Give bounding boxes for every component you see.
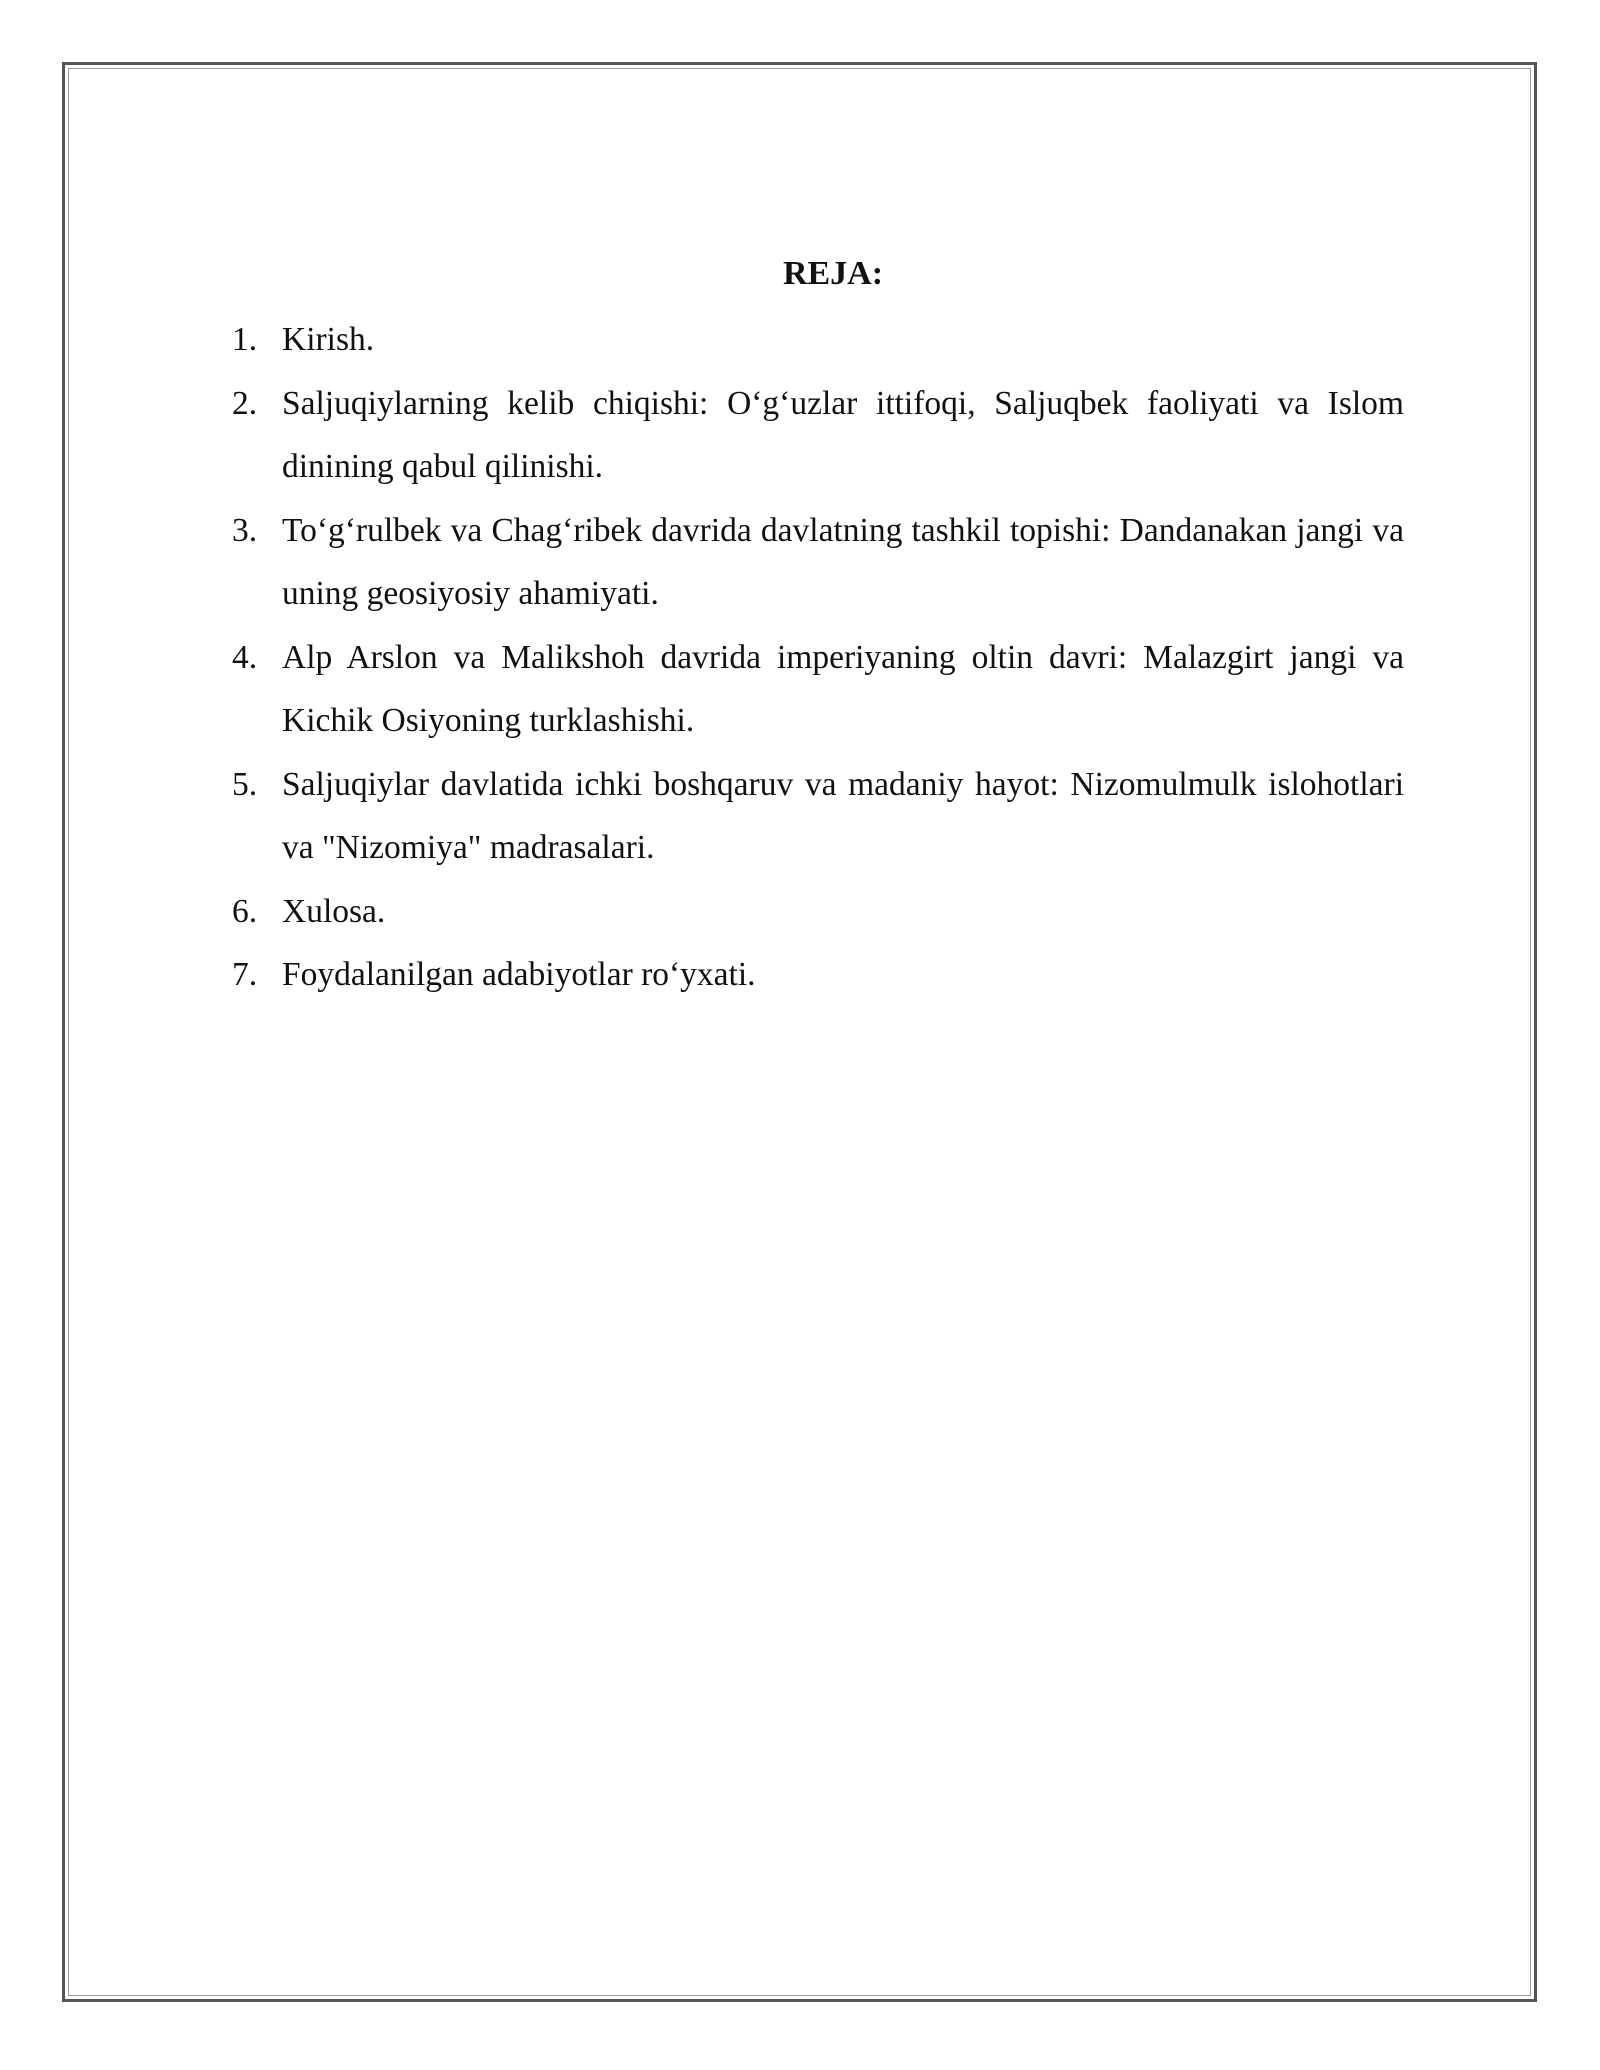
item-number: 4. [232, 638, 258, 676]
item-text: Saljuqiylar davlatida ichki boshqaruv va madaniy hayot: Nizomulmulk islohotlari va "Nizomiya" madrasalari. [282, 765, 1404, 866]
item-number: 5. [232, 765, 258, 803]
page-title: REJA: [782, 255, 884, 292]
item-text: Alp Arslon va Malikshoh davrida imperiyaning oltin davri: Malazgirt jangi va Kichik Osiyoning turklashishi. [282, 638, 1404, 739]
list-item [232, 499, 1404, 626]
list-item [232, 308, 1404, 372]
item-number: 3. [232, 511, 258, 549]
list-item [232, 372, 1404, 499]
list-item [232, 753, 1404, 880]
plan-list [232, 308, 1404, 1007]
item-text: Kirish. [282, 321, 375, 358]
list-item [232, 626, 1404, 753]
item-text: Xulosa. [282, 892, 386, 930]
item-text: Foydalanilgan adabiyotlar ro‘yxati. [282, 956, 756, 993]
item-number: 7. [232, 956, 258, 993]
list-item [232, 880, 1404, 944]
item-text: Saljuqiylarning kelib chiqishi: O‘g‘uzlar ittifoqi, Saljuqbek faoliyati va Islom dinining qabul qilinishi. [282, 384, 1404, 485]
item-number: 1. [232, 321, 258, 358]
list-item [232, 943, 1404, 1007]
item-text: To‘g‘rulbek va Chag‘ribek davrida davlatning tashkil topishi: Dandanakan jangi va uning geosiyosiy ahamiyati. [282, 511, 1404, 612]
document-body [232, 248, 1404, 1007]
item-number: 2. [232, 384, 258, 422]
item-number: 6. [232, 892, 258, 930]
